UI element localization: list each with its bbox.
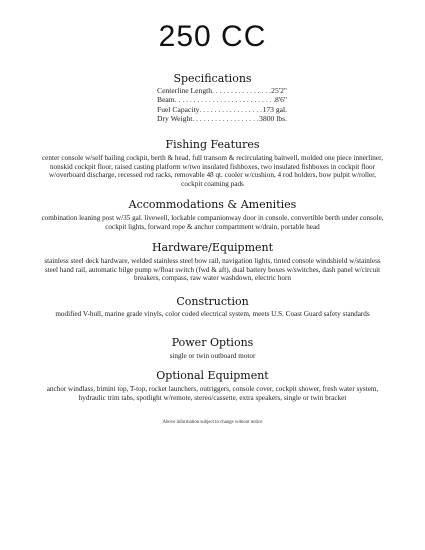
spec-label: Fuel Capacity bbox=[157, 104, 200, 114]
spec-value: 3800 lbs. bbox=[259, 114, 287, 124]
spec-row-centerline-length bbox=[157, 86, 287, 95]
spec-row-dry-weight bbox=[157, 114, 287, 123]
fishing-features-text: center console w/self bailing cockpit, berth & head, full transom & recirculating baitwell, molded one piece innerliner, nonskid cockpit floor, raised casting platform w/two insulated fishboxes, two insulated fishboxes in cockpit floor w/overboard discharge, recessed rod racks, removable 48 qt. cooler w/cushion, 4 rod holders, bow pulpit w/roller, cockpit coaming pads bbox=[41, 154, 383, 188]
power-options-heading: Power Options bbox=[171, 336, 254, 349]
disclaimer-footnote: Above information subject to change without notice bbox=[162, 420, 263, 425]
construction-heading: Construction bbox=[176, 295, 249, 308]
hardware-heading: Hardware/Equipment bbox=[151, 241, 274, 254]
specifications-heading: Specifications bbox=[173, 72, 252, 85]
spec-value: 8'6" bbox=[274, 95, 287, 105]
spec-leader-dots bbox=[199, 105, 262, 114]
accommodations-heading: Accommodations & Amenities bbox=[128, 198, 297, 211]
spec-leader-dots bbox=[212, 86, 271, 95]
spec-label: Centerline Length bbox=[157, 86, 213, 95]
spec-leader-dots bbox=[192, 114, 259, 123]
optional-equipment-text: anchor windlass, bimini top, T-top, rocket launchers, outriggers, console cover, cockpit shower, fresh water system, hydraulic trim tabs, spotlight w/remote, stereo/cassette, extra speakers, single or twin bracket bbox=[46, 385, 379, 402]
construction-text: modified V-hull, marine grade vinyls, color coded electrical system, meets U.S. Coast Guard safety standards bbox=[55, 310, 370, 318]
accommodations-text: combination leaning post w/35 gal. livewell, lockable companionway door in console, convertible berth under console, cockpit lights, forward rope & anchor compartment w/drain, portable head bbox=[41, 214, 384, 231]
spec-label: Dry Weight bbox=[157, 114, 193, 124]
spec-leader-dots bbox=[175, 95, 275, 104]
fishing-features-heading: Fishing Features bbox=[165, 138, 260, 151]
spec-value: 25'2" bbox=[271, 86, 287, 95]
power-options-text: single or twin outboard motor bbox=[169, 352, 256, 360]
spec-value: 173 gal. bbox=[262, 104, 287, 114]
specifications-table bbox=[157, 86, 287, 124]
spec-row-beam bbox=[157, 95, 287, 104]
optional-equipment-heading: Optional Equipment bbox=[156, 369, 269, 382]
spec-label: Beam bbox=[157, 95, 175, 105]
hardware-text: stainless steel deck hardware, welded stainless steel bow rail, navigation lights, tinted console windshield w/stainless steel hand rail, automatic bilge pump w/float switch (fwd & aft), dual battery boxes w/switches, dash panel w/circuit breakers, compass, raw water washdown, electric horn bbox=[44, 257, 381, 283]
spec-row-fuel-capacity bbox=[157, 105, 287, 114]
page-title: 250 CC bbox=[158, 20, 267, 53]
